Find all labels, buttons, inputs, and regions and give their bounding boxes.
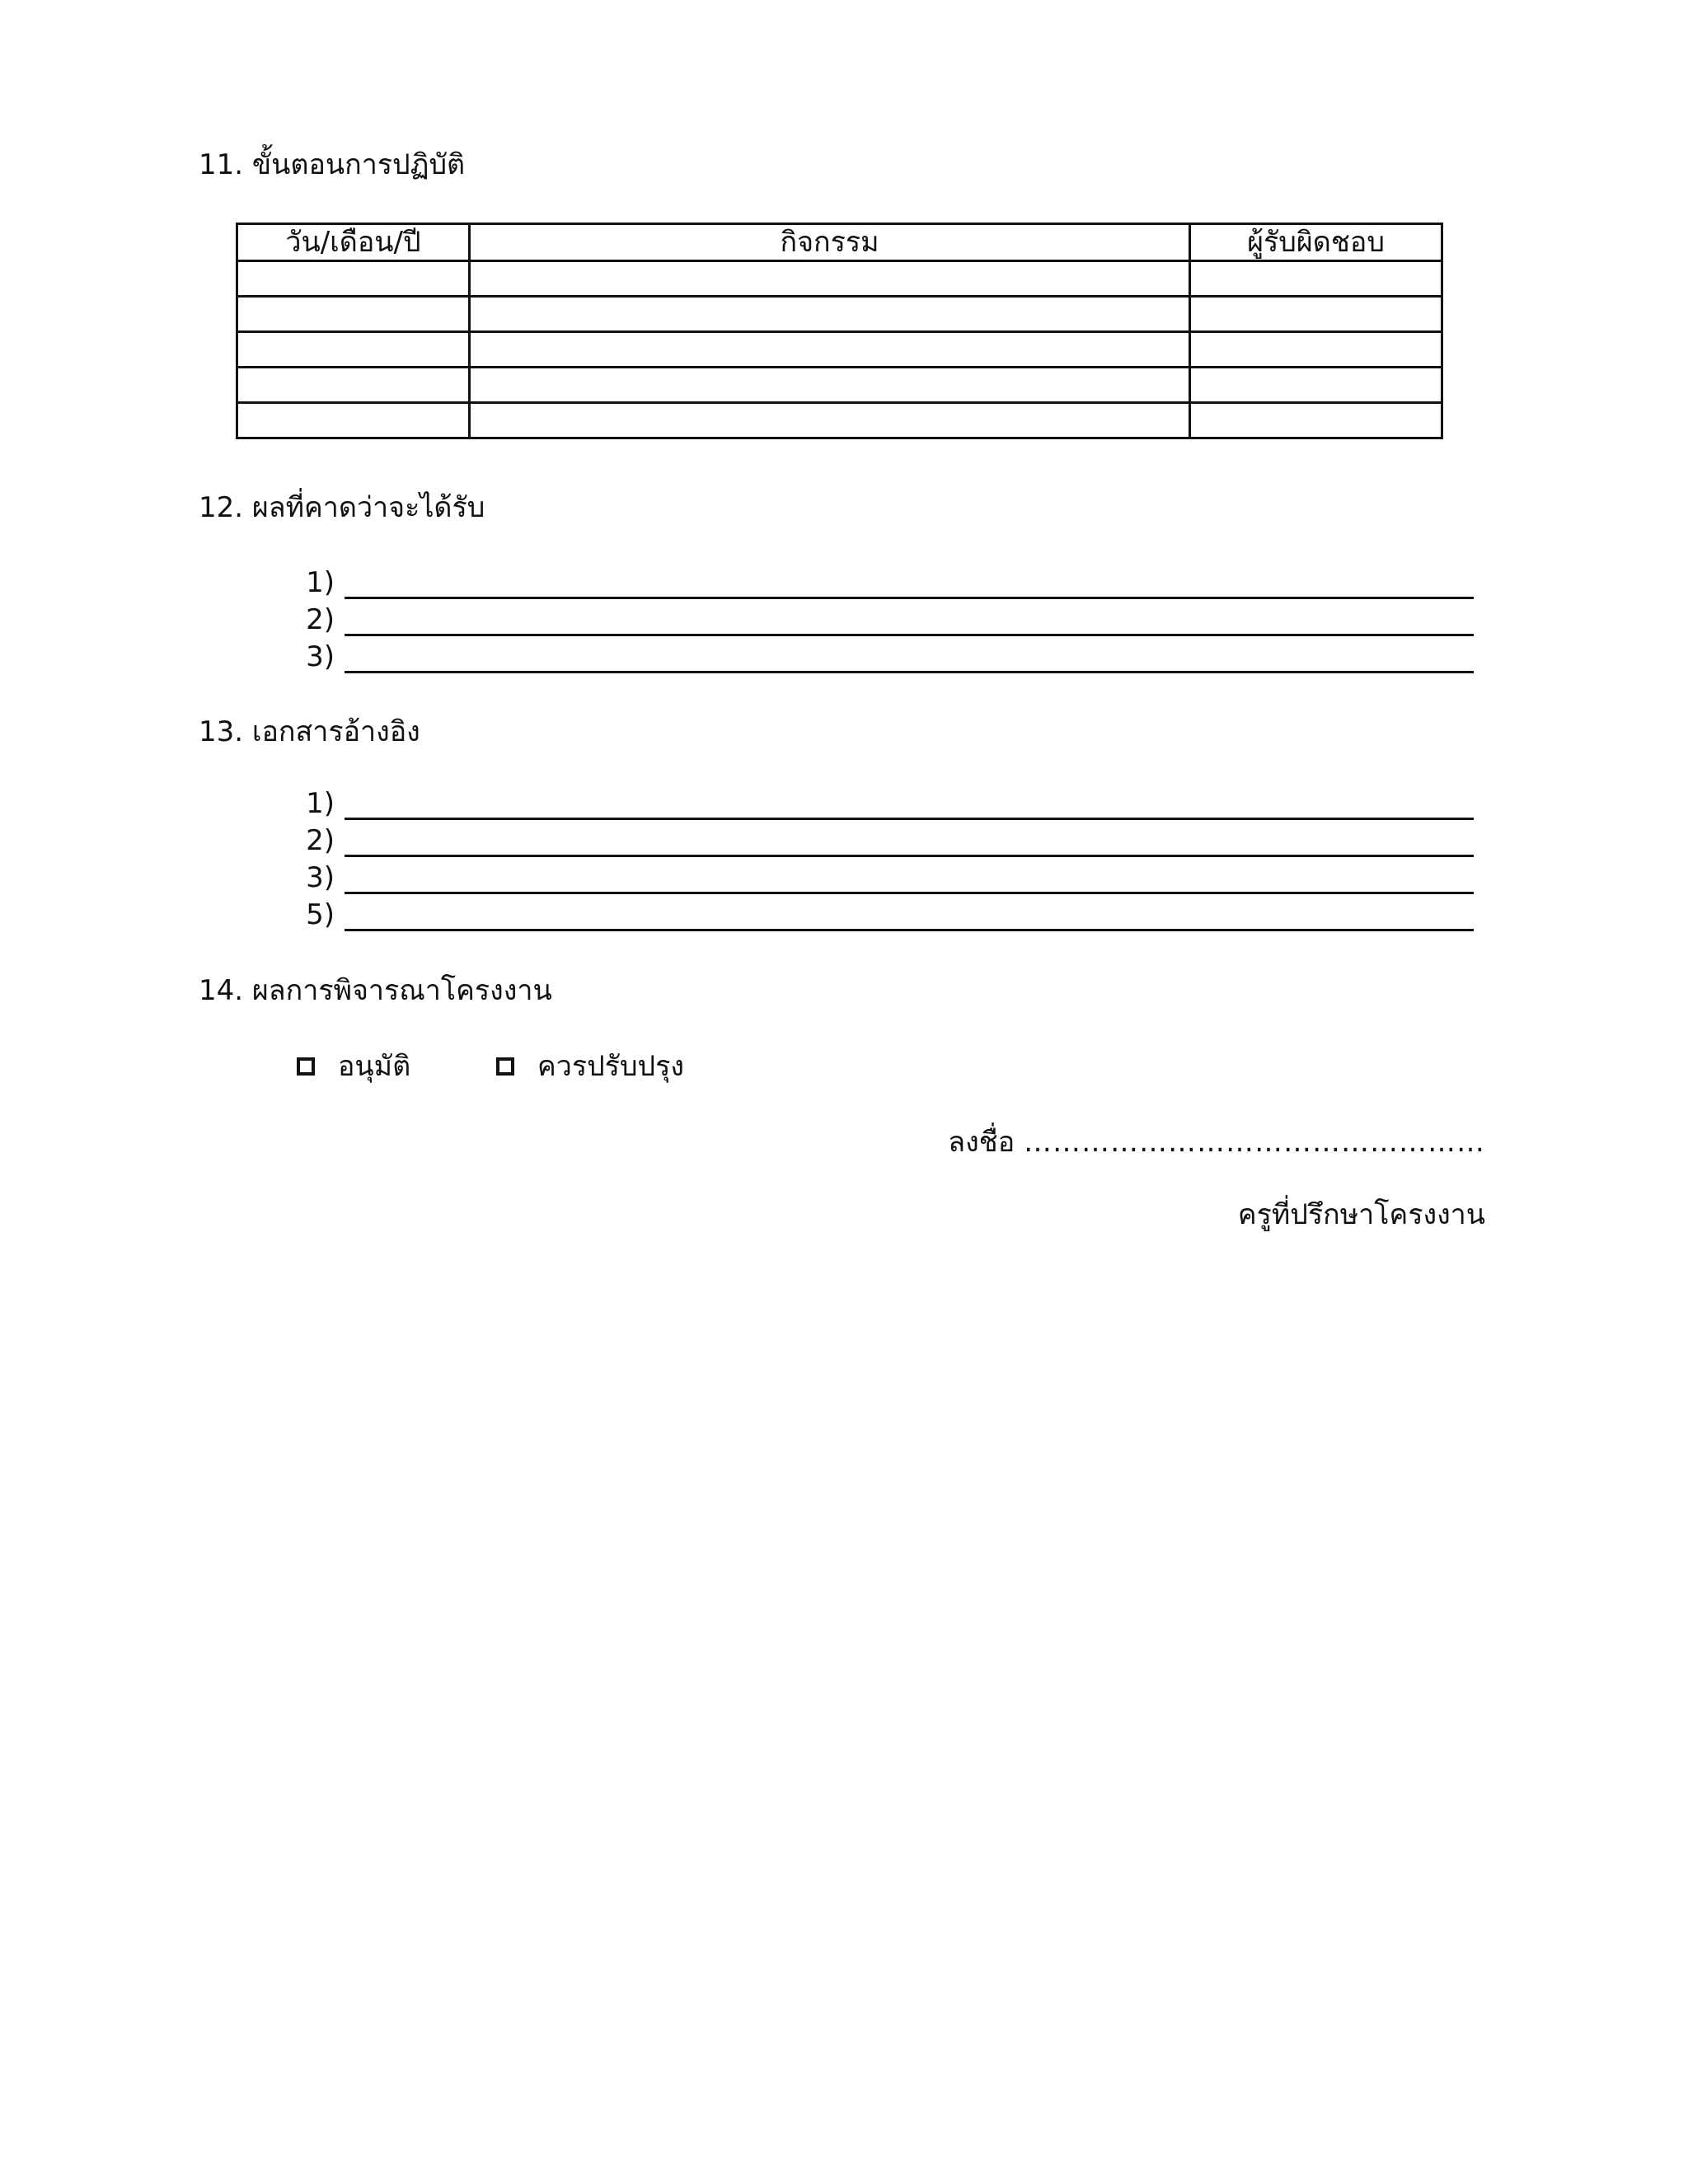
- list-item: [293, 857, 1474, 894]
- list-item: [293, 894, 1474, 931]
- table-cell-date[interactable]: [237, 403, 470, 438]
- table-row: [237, 261, 1442, 297]
- table-cell-responsible[interactable]: [1190, 368, 1442, 403]
- signature-label: ลงชื่อ: [948, 1126, 1015, 1159]
- section-11-heading: 11. ขั้นตอนการปฏิบัติ: [199, 148, 466, 181]
- table-cell-activity[interactable]: [470, 403, 1190, 438]
- column-header-date: วัน/เดือน/ปี: [237, 224, 470, 261]
- table-cell-activity[interactable]: [470, 368, 1190, 403]
- table-cell-responsible[interactable]: [1190, 297, 1442, 332]
- expected-results-list: [293, 562, 1474, 673]
- fill-in-line[interactable]: [345, 898, 1474, 931]
- advisor-title: ครูที่ปรึกษาโครงงาน: [1237, 1198, 1485, 1231]
- column-header-responsible: ผู้รับผิดชอบ: [1190, 224, 1442, 261]
- fill-in-line[interactable]: [345, 565, 1474, 599]
- activity-plan-table: [236, 223, 1443, 439]
- table-cell-date[interactable]: [237, 332, 470, 368]
- section-13-heading: 13. เอกสารอ้างอิง: [199, 715, 420, 748]
- item-number: 2): [306, 603, 335, 636]
- table-cell-date[interactable]: [237, 261, 470, 297]
- table-row: [237, 368, 1442, 403]
- table-cell-activity[interactable]: [470, 297, 1190, 332]
- item-number: 2): [306, 824, 335, 857]
- item-number: 3): [306, 640, 335, 673]
- fill-in-line[interactable]: [345, 640, 1474, 673]
- list-item: [293, 599, 1474, 636]
- column-header-activity: กิจกรรม: [470, 224, 1190, 261]
- item-number: 1): [306, 566, 335, 599]
- item-number: 3): [306, 861, 335, 894]
- list-item: [293, 820, 1474, 857]
- fill-in-line[interactable]: [345, 602, 1474, 636]
- table-cell-date[interactable]: [237, 368, 470, 403]
- list-item: [293, 636, 1474, 673]
- revise-option[interactable]: [496, 1047, 684, 1086]
- item-number: 1): [306, 787, 335, 820]
- table-row: [237, 403, 1442, 438]
- list-item: [293, 562, 1474, 599]
- revise-label: ควรปรับปรุง: [537, 1050, 684, 1083]
- approve-checkbox[interactable]: [297, 1057, 315, 1076]
- signature-field[interactable]: …………………………………………: [1024, 1126, 1485, 1159]
- fill-in-line[interactable]: [345, 823, 1474, 857]
- fill-in-line[interactable]: [345, 860, 1474, 894]
- approve-label: อนุมัติ: [338, 1050, 411, 1083]
- table-cell-responsible[interactable]: [1190, 332, 1442, 368]
- item-number: 5): [306, 898, 335, 931]
- table-row: [237, 297, 1442, 332]
- approve-option[interactable]: [297, 1047, 410, 1086]
- table-cell-activity[interactable]: [470, 261, 1190, 297]
- table-cell-responsible[interactable]: [1190, 403, 1442, 438]
- list-item: [293, 783, 1474, 820]
- table-row: [237, 332, 1442, 368]
- revise-checkbox[interactable]: [496, 1057, 514, 1076]
- table-cell-date[interactable]: [237, 297, 470, 332]
- signature-line: [948, 1124, 1485, 1160]
- section-14-heading: 14. ผลการพิจารณาโครงงาน: [199, 974, 552, 1007]
- fill-in-line[interactable]: [345, 786, 1474, 820]
- references-list: [293, 783, 1474, 931]
- table-cell-activity[interactable]: [470, 332, 1190, 368]
- table-header-row: [237, 224, 1442, 261]
- table-cell-responsible[interactable]: [1190, 261, 1442, 297]
- section-12-heading: 12. ผลที่คาดว่าจะได้รับ: [199, 491, 485, 524]
